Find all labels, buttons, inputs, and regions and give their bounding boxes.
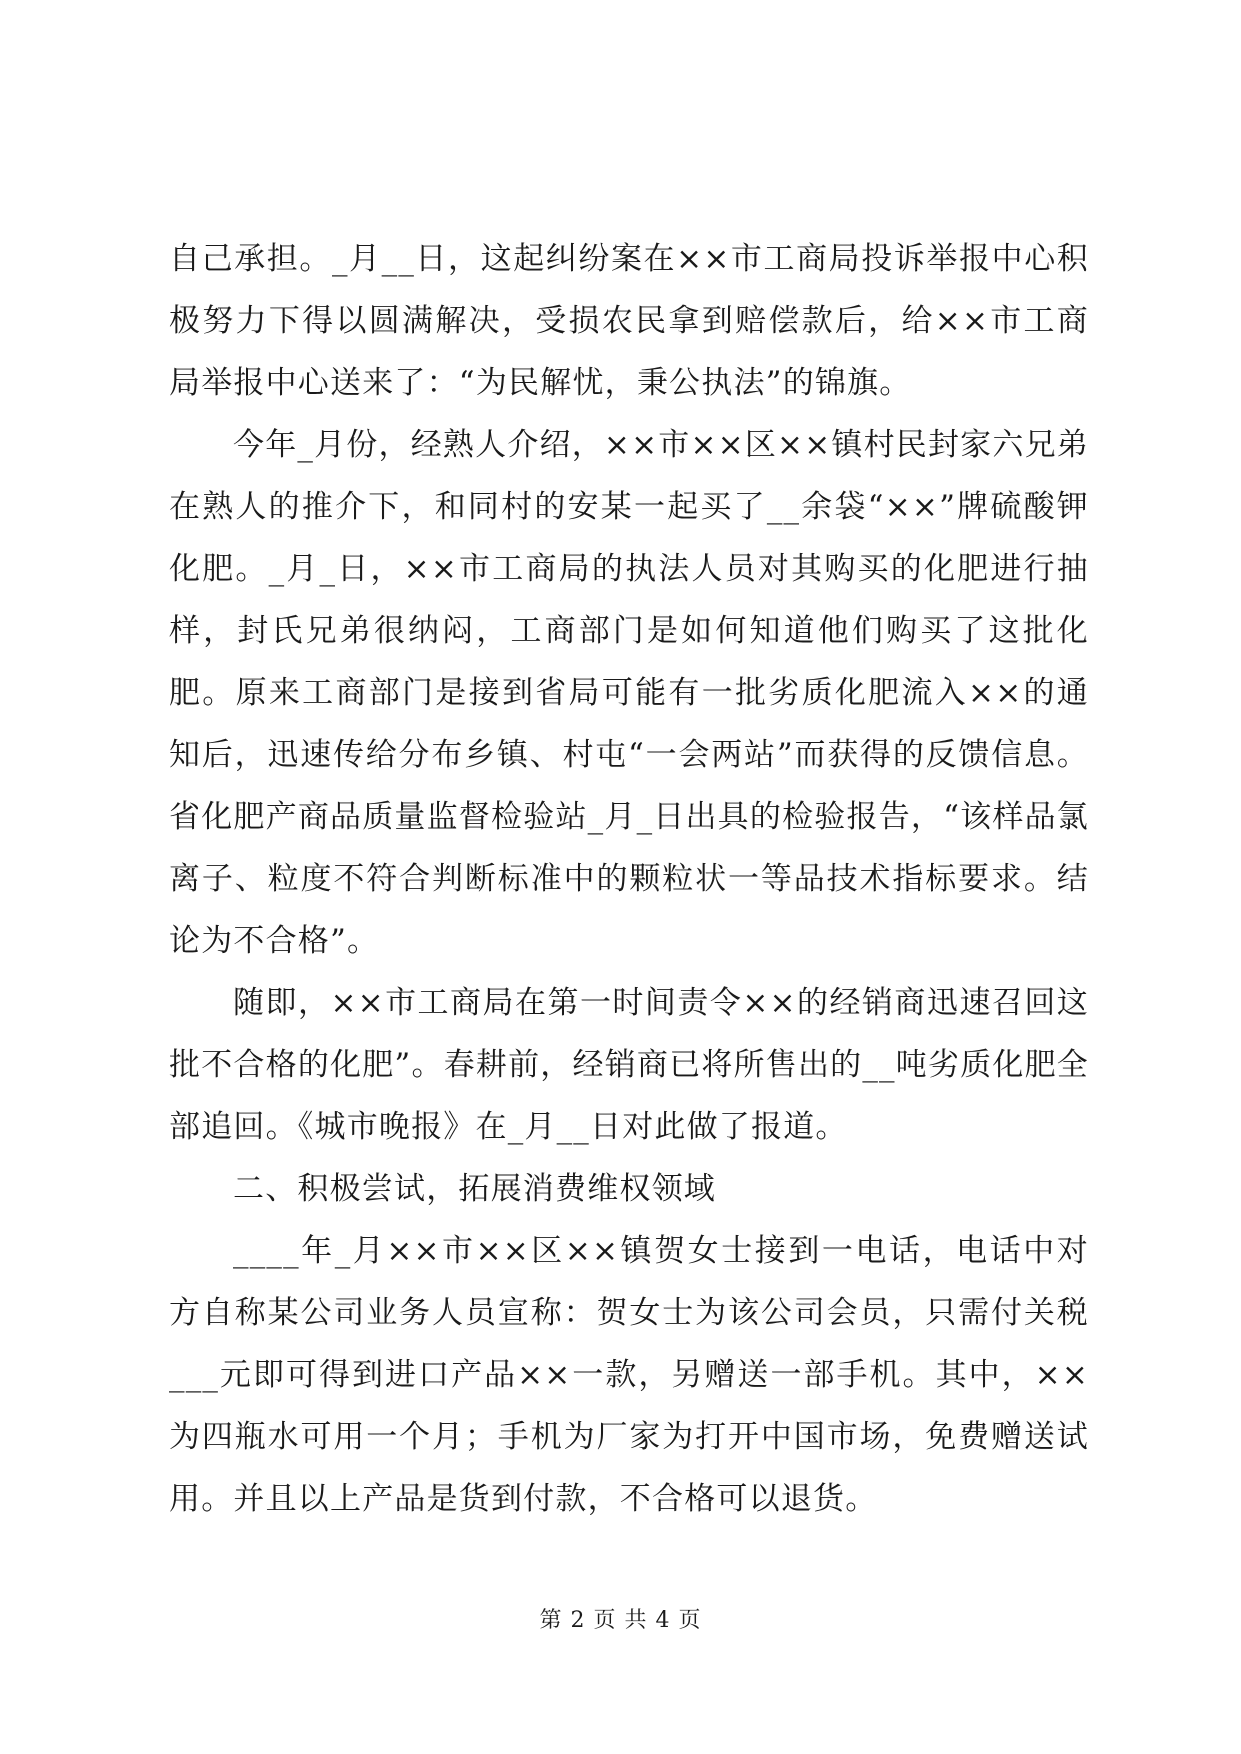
section-heading: 二、积极尝试，拓展消费维权领域 — [233, 1171, 716, 1207]
paragraph-4: ____年_月××市××区××镇贺女士接到一电话，电话中对方自称某公司业务人员宣称：贺女士为该公司会员，只需付关税___元即可得到进口产品××一款，另赠送一部手机。其中，××为四瓶水可用一个月；手机为厂家为打开中国市场，免费赠送试用。并且以上产品是货到付款，不合格可以退货。 — [169, 1233, 1089, 1517]
page-number: 第 2 页 共 4 页 — [539, 1608, 702, 1633]
paragraph-2: 今年_月份，经熟人介绍，××市××区××镇村民封家六兄弟在熟人的推介下，和同村的安某一起买了__余袋“××”牌硫酸钾化肥。_月_日，××市工商局的执法人员对其购买的化肥进行抽样，封氏兄弟很纳闷，工商部门是如何知道他们购买了这批化肥。原来工商部门是接到省局可能有一批劣质化肥流入××的通知后，迅速传给分布乡镇、村屯“一会两站”而获得的反馈信息。省化肥产商品质量监督检验站_月_日出具的检验报告，“该样品氯离子、粒度不符合判断标准中的颗粒状一等品技术指标要求。结论为不合格”。 — [169, 427, 1089, 959]
paragraph-1: 自己承担。_月__日，这起纠纷案在××市工商局投诉举报中心积极努力下得以圆满解决，受损农民拿到赔偿款后，给××市工商局举报中心送来了：“为民解忧，秉公执法”的锦旗。 — [169, 241, 1089, 401]
document-body — [169, 228, 1089, 1530]
paragraph-3: 随即，××市工商局在第一时间责令××的经销商迅速召回这批不合格的化肥”。春耕前，经销商已将所售出的__吨劣质化肥全部追回。《城市晚报》在_月__日对此做了报道。 — [169, 985, 1089, 1145]
